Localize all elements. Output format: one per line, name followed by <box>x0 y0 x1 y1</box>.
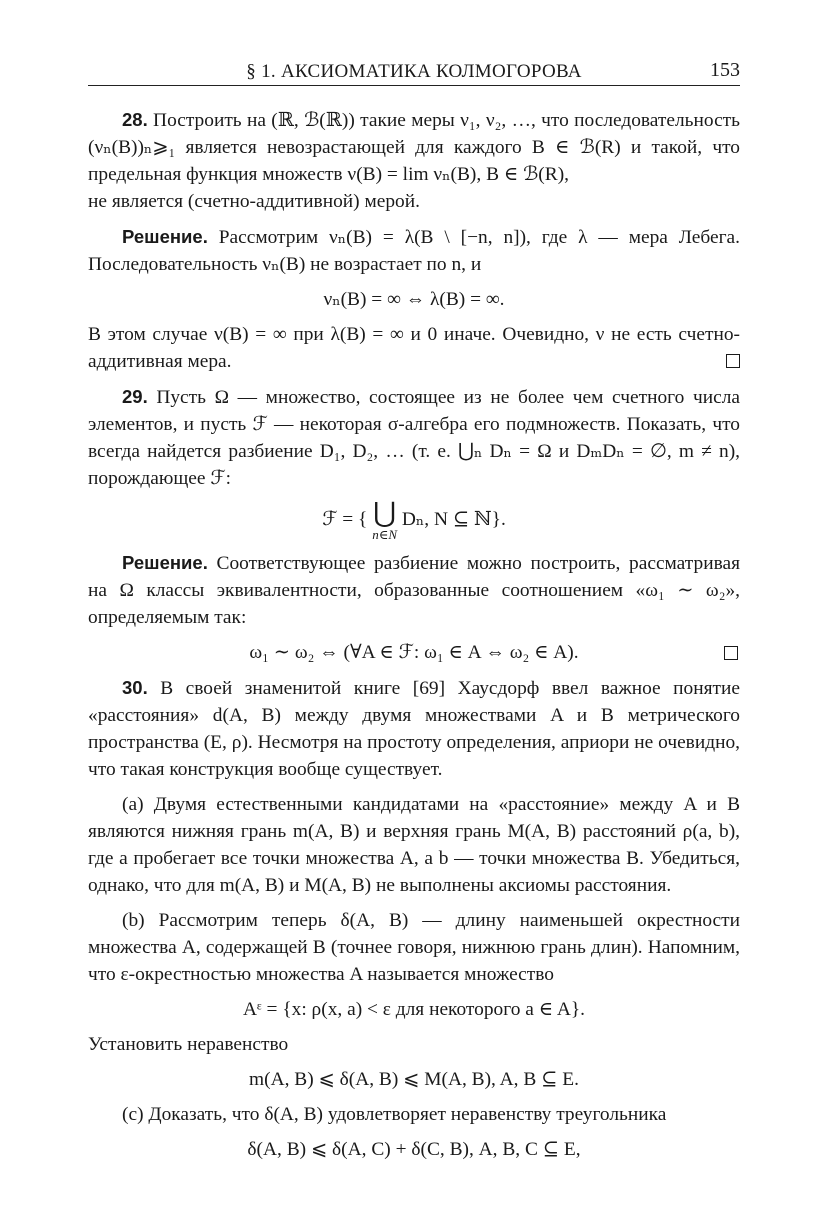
formula: m(A, B) ⩽ δ(A, B) ⩽ M(A, B), A, B ⊆ E. <box>249 1069 579 1090</box>
problem-text: В своей знаменитой книге [69] Хаусдорф ввел важное понятие «расстояния» d(A, B) между двумя множествами A и B метрического пространства (E, ρ). Несмотря на простоту определения, априори не очевидно, что такая конструкция вообще существует. <box>88 678 740 780</box>
formula-part: Dₙ, N ⊆ ℕ}. <box>401 508 506 530</box>
running-header <box>88 55 740 86</box>
item-b-cont: Установить неравенство <box>88 1034 289 1055</box>
formula: νₙ(B) = ∞ ⇔ λ(B) = ∞. <box>323 289 505 310</box>
problem-30 <box>88 674 740 783</box>
solution-label: Решение. <box>122 226 208 247</box>
page-content <box>88 106 740 1163</box>
problem-number: 28. <box>122 109 148 130</box>
solution-label: Решение. <box>122 552 208 573</box>
problem-28 <box>88 106 740 188</box>
section-title: § 1. АКСИОМАТИКА КОЛМОГОРОВА <box>246 61 582 82</box>
page-number: 153 <box>710 59 740 81</box>
solution-29 <box>88 549 740 631</box>
formula <box>88 639 740 666</box>
qed-square-icon <box>726 354 740 368</box>
qed-square-icon <box>724 646 738 660</box>
formula: Aᵋ = {x: ρ(x, a) < ε для некоторого a ∈ A}. <box>243 999 585 1020</box>
conclusion-text: В этом случае ν(B) = ∞ при λ(B) = ∞ и 0 иначе. Очевидно, ν не есть счетно-аддитивная мера. <box>88 324 740 372</box>
problem-text: Построить на (ℝ, ℬ(ℝ)) такие меры ν₁, ν₂, …, что последовательность (νₙ(B))ₙ⩾₁ является невозрастающей для каждого B ∈ ℬ(R) и такой, что предельная функция множеств ν(B) = lim νₙ(B), B ∈ ℬ(R), <box>88 110 740 185</box>
formula <box>88 500 740 541</box>
problem-text-cont: не является (счетно-аддитивной) мерой. <box>88 191 420 212</box>
problem-29 <box>88 383 740 492</box>
problem-text: Пусть Ω — множество, состоящее из не более чем счетного числа элементов, и пусть ℱ — некоторая σ-алгебра его подмножеств. Показать, что всегда найдется разбиение D₁, D₂, … (т. е. ⋃ₙ Dₙ = Ω и DₘDₙ = ∅, m ≠ n), порождающее ℱ: <box>88 387 740 489</box>
formula-part: ℱ = { <box>322 508 368 530</box>
formula: δ(A, B) ⩽ δ(A, C) + δ(C, B), A, B, C ⊆ E, <box>247 1139 581 1160</box>
item-a: (a) Двумя естественными кандидатами на «расстояние» между A и B являются нижняя грань m(A, B) и верхняя грань M(A, B) расстояний ρ(a, b), где a пробегает все точки множества A, а b — точки множества B. Убедиться, однако, что для m(A, B) и M(A, B) не выполнены аксиомы расстояния. <box>88 794 740 896</box>
formula-text: ω₁ ∼ ω₂ ⇔ (∀A ∈ ℱ: ω₁ ∈ A ⇔ ω₂ ∈ A). <box>249 642 579 663</box>
solution-28 <box>88 223 740 278</box>
solution-text: Рассмотрим νₙ(B) = λ(B \ [−n, n]), где λ — мера Лебега. Последовательность νₙ(B) не возрастает по n, и <box>88 227 740 275</box>
solution-text: Соответствующее разбиение можно построить, рассматривая на Ω классы эквивалентности, образованные соотношением «ω₁ ∼ ω₂», определяемым так: <box>88 553 740 628</box>
solution-text-end <box>88 321 740 375</box>
problem-number: 29. <box>122 386 148 407</box>
item-b: (b) Рассмотрим теперь δ(A, B) — длину наименьшей окрестности множества A, содержащей B (точнее говоря, нижнюю грань длин). Напомним, что ε-окрестностью множества A называется множество <box>88 910 740 985</box>
union-subscript: n∈N <box>372 527 398 542</box>
problem-number: 30. <box>122 677 148 698</box>
union-symbol: ⋃ n∈N <box>372 498 398 542</box>
item-c: (c) Доказать, что δ(A, B) удовлетворяет неравенству треугольника <box>122 1104 667 1125</box>
book-page <box>88 55 740 1171</box>
